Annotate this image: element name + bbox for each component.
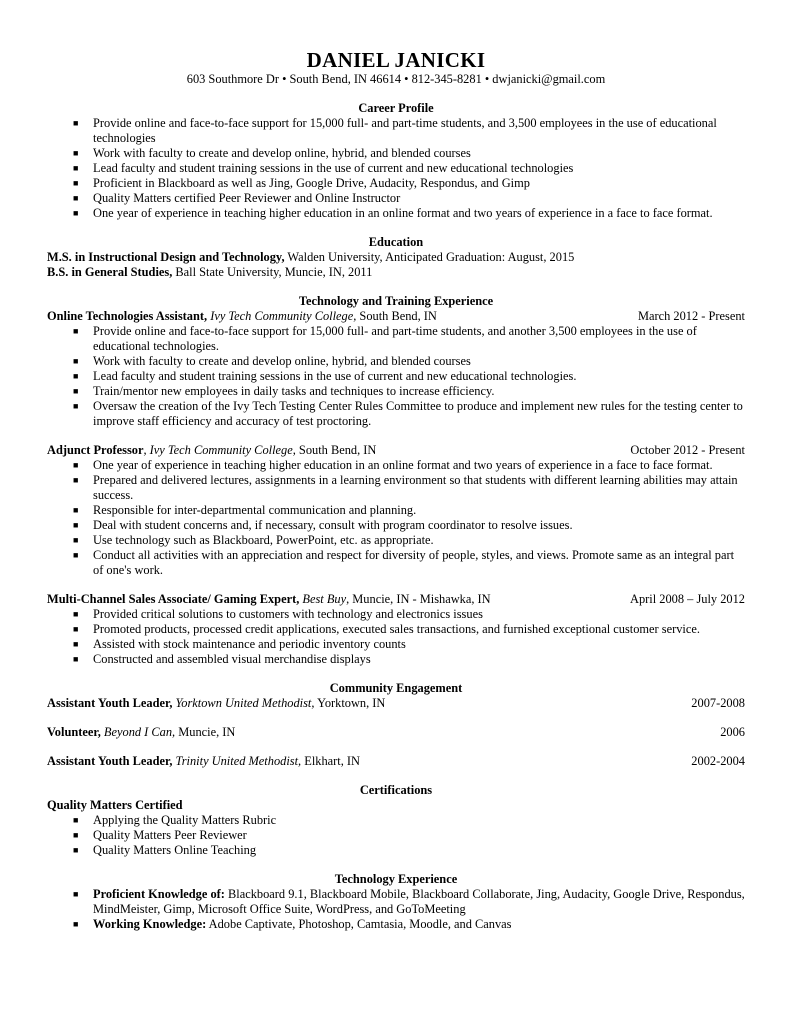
bullet-icon: ■ — [73, 535, 79, 545]
section-title-education: Education — [368, 235, 424, 249]
list-item: ■ Applying the Quality Matters Rubric — [73, 813, 277, 827]
technology-list — [47, 887, 745, 932]
list-item: ■ Oversaw the creation of the Ivy Tech Testing Center Rules Committee to produce and implement new rules for the testing center to improve staff efficiency and accuracy of test proctoring. — [73, 399, 743, 428]
community-dates: 2006 — [720, 725, 745, 739]
job-header: Adjunct Professor, Ivy Tech Community College, South Bend, IN October 2012 - Present — [47, 443, 745, 457]
bullet-icon: ■ — [73, 178, 79, 188]
section-title-certifications: Certifications — [359, 783, 433, 797]
list-item: ■ Train/mentor new employees in daily tasks and techniques to increase efficiency. — [73, 384, 495, 398]
list-item: ■ Provide online and face-to-face support for 15,000 full- and part-time students, and another 3,500 employees in the use of educational technologies. — [73, 324, 697, 353]
list-item: ■ Quality Matters certified Peer Reviewer and Online Instructor — [73, 191, 401, 205]
bullet-icon: ■ — [73, 208, 79, 218]
bullet-icon: ■ — [73, 845, 79, 855]
bullet-icon: ■ — [73, 386, 79, 396]
bullet-icon: ■ — [73, 326, 79, 336]
community-entry: Assistant Youth Leader, Yorktown United Methodist, Yorktown, IN 2007-2008 — [47, 696, 745, 710]
list-item: ■ Responsible for inter-departmental communication and planning. — [73, 503, 417, 517]
bullet-icon: ■ — [73, 639, 79, 649]
list-item: ■ Quality Matters Peer Reviewer — [73, 828, 247, 842]
bullet-icon: ■ — [73, 505, 79, 515]
list-item: ■ Constructed and assembled visual merchandise displays — [73, 652, 371, 666]
job-dates: March 2012 - Present — [637, 309, 745, 323]
bullet-icon: ■ — [73, 609, 79, 619]
bullet-icon: ■ — [73, 193, 79, 203]
section-title-technology: Technology Experience — [334, 872, 458, 886]
list-item: ■ Use technology such as Blackboard, PowerPoint, etc. as appropriate. — [73, 533, 434, 547]
list-item: ■ One year of experience in teaching higher education in an online format and two years of experience in a face to face format. — [73, 458, 713, 472]
job-header: Online Technologies Assistant, Ivy Tech Community College, South Bend, IN March 2012 - Present — [47, 309, 745, 323]
bullet-icon: ■ — [73, 889, 79, 899]
contact-line: 603 Southmore Dr • South Bend, IN 46614 • 812-345-8281 • dwjanicki@gmail.com — [186, 72, 606, 86]
bullet-icon: ■ — [73, 148, 79, 158]
list-item: ■ Work with faculty to create and develop online, hybrid, and blended courses — [73, 146, 471, 160]
bullet-icon: ■ — [73, 624, 79, 634]
education-entry: M.S. in Instructional Design and Technology, Walden University, Anticipated Graduation: August, 2015 — [47, 250, 575, 264]
section-title-experience: Technology and Training Experience — [298, 294, 494, 308]
list-item: ■ Lead faculty and student training sessions in the use of current and new educational technologies — [73, 161, 574, 175]
community-dates: 2007-2008 — [691, 696, 745, 710]
job-dates: April 2008 – July 2012 — [630, 592, 745, 606]
bullet-icon: ■ — [73, 118, 79, 128]
certification-heading: Quality Matters Certified — [47, 798, 183, 812]
list-item: ■ Promoted products, processed credit applications, executed sales transactions, and furnished exceptional customer service. — [73, 622, 700, 636]
job-duties-list — [47, 607, 745, 667]
certification-list — [47, 813, 745, 858]
list-item: ■ One year of experience in teaching higher education in an online format and two years of experience in a face to face format. — [73, 206, 713, 220]
bullet-icon: ■ — [73, 919, 79, 929]
section-title-career-profile: Career Profile — [358, 101, 434, 115]
bullet-icon: ■ — [73, 371, 79, 381]
bullet-icon: ■ — [73, 401, 79, 411]
community-entry: Assistant Youth Leader, Trinity United Methodist, Elkhart, IN 2002-2004 — [47, 754, 745, 768]
list-item: ■ Prepared and delivered lectures, assignments in a learning environment so that students with different learning abilities may attain success. — [73, 473, 738, 502]
bullet-icon: ■ — [73, 550, 79, 560]
section-title-community: Community Engagement — [329, 681, 463, 695]
bullet-icon: ■ — [73, 654, 79, 664]
resume-page — [47, 48, 745, 932]
bullet-icon: ■ — [73, 475, 79, 485]
community-dates: 2002-2004 — [691, 754, 745, 768]
list-item: ■ Provided critical solutions to customers with technology and electronics issues — [73, 607, 483, 621]
community-entry: Volunteer, Beyond I Can, Muncie, IN 2006 — [47, 725, 745, 739]
bullet-icon: ■ — [73, 163, 79, 173]
list-item: ■ Lead faculty and student training sessions in the use of current and new educational technologies. — [73, 369, 577, 383]
job-duties-list — [47, 324, 745, 429]
job-header: Multi-Channel Sales Associate/ Gaming Expert, Best Buy, Muncie, IN - Mishawka, IN April 2008 – July 2012 — [47, 592, 745, 606]
job-dates: October 2012 - Present — [630, 443, 745, 457]
list-item: ■ Conduct all activities with an appreciation and respect for diversity of people, styles, and views. Promote same as an integral part of one's work. — [73, 548, 735, 577]
list-item: ■ Quality Matters Online Teaching — [73, 843, 257, 857]
education-entry: B.S. in General Studies, Ball State University, Muncie, IN, 2011 — [47, 265, 373, 279]
job-duties-list — [47, 458, 745, 578]
bullet-icon: ■ — [73, 520, 79, 530]
list-item: ■ Assisted with stock maintenance and periodic inventory counts — [73, 637, 406, 651]
list-item: ■ Proficient Knowledge of: Blackboard 9.1, Blackboard Mobile, Blackboard Collaborate, Jing, Audacity, Google Drive, Respondus, MindMeister, Gimp, Microsoft Office Suite, WordPress, and GoToMeeting — [73, 887, 745, 916]
list-item: ■ Work with faculty to create and develop online, hybrid, and blended courses — [73, 354, 471, 368]
list-item: ■ Proficient in Blackboard as well as Jing, Google Drive, Audacity, Respondus, and Gimp — [73, 176, 530, 190]
candidate-name: DANIEL JANICKI — [306, 48, 486, 72]
career-profile-list — [47, 116, 745, 221]
bullet-icon: ■ — [73, 356, 79, 366]
list-item: ■ Provide online and face-to-face support for 15,000 full- and part-time students, and 3,500 employees in the use of educational technologies — [73, 116, 717, 145]
bullet-icon: ■ — [73, 830, 79, 840]
bullet-icon: ■ — [73, 460, 79, 470]
list-item: ■ Deal with student concerns and, if necessary, consult with program coordinator to resolve issues. — [73, 518, 573, 532]
list-item: ■ Working Knowledge: Adobe Captivate, Photoshop, Camtasia, Moodle, and Canvas — [73, 917, 512, 931]
bullet-icon: ■ — [73, 815, 79, 825]
